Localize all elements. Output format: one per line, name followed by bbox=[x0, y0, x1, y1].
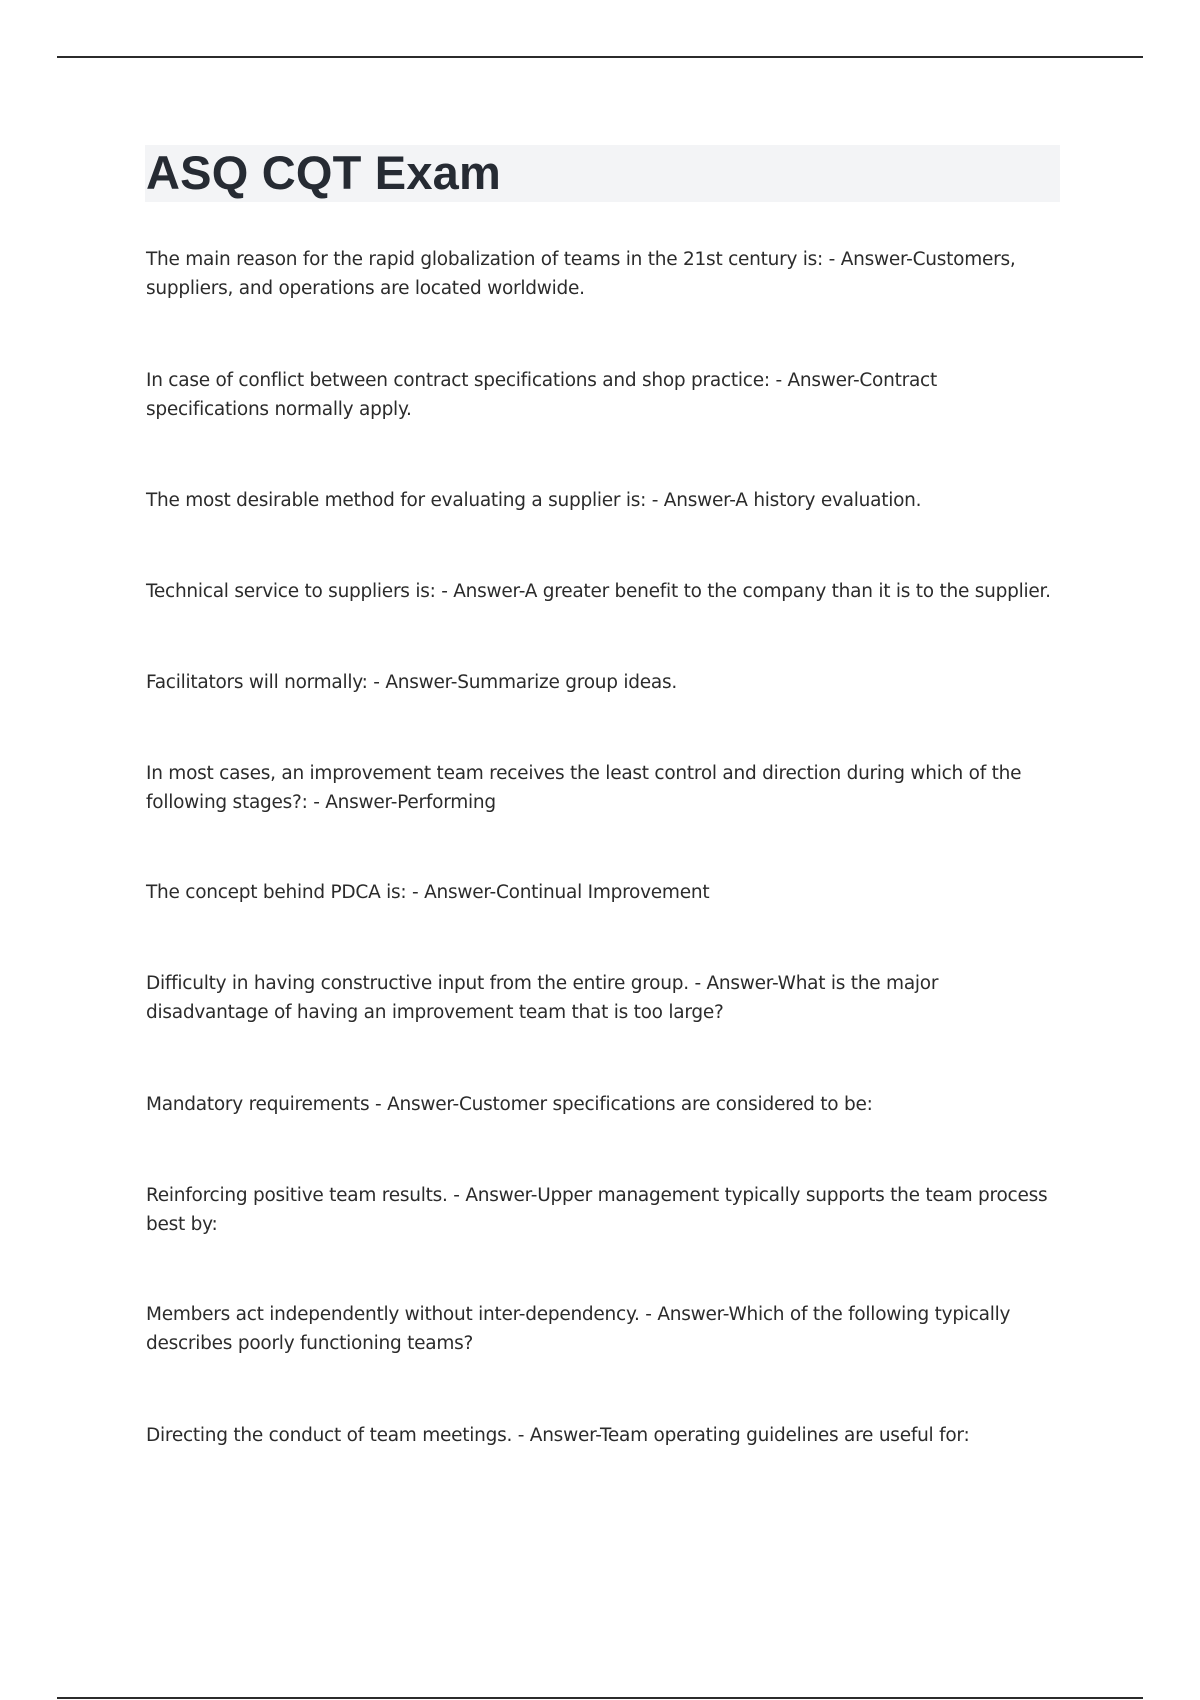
qa-item-12: Directing the conduct of team meetings. - Answer-Team operating guidelines are useful for: bbox=[146, 1425, 970, 1446]
qa-item-9: Mandatory requirements - Answer-Customer specifications are considered to be: bbox=[146, 1094, 873, 1115]
qa-item-2: In case of conflict between contract specifications and shop practice: - Answer-Contract specifications normally apply. bbox=[146, 370, 937, 420]
top-rule bbox=[57, 56, 1143, 58]
qa-item-10: Reinforcing positive team results. - Answer-Upper management typically supports the team process best by: bbox=[146, 1185, 1048, 1235]
qa-item-8: Difficulty in having constructive input from the entire group. - Answer-What is the major disadvantage of having an improvement team that is too large? bbox=[146, 973, 939, 1023]
qa-item-7: The concept behind PDCA is: - Answer-Continual Improvement bbox=[146, 882, 710, 903]
qa-item-1: The main reason for the rapid globalization of teams in the 21st century is: - Answer-Customers, suppliers, and operations are located worldwide. bbox=[146, 249, 1016, 299]
qa-item-5: Facilitators will normally: - Answer-Summarize group ideas. bbox=[146, 672, 677, 693]
bottom-rule bbox=[57, 1697, 1143, 1699]
qa-item-4: Technical service to suppliers is: - Answer-A greater benefit to the company than it is to the supplier. bbox=[146, 581, 1051, 602]
qa-item-6: In most cases, an improvement team receives the least control and direction during which of the following stages?: - Answer-Performing bbox=[146, 763, 1022, 813]
qa-item-3: The most desirable method for evaluating a supplier is: - Answer-A history evaluation. bbox=[146, 490, 922, 511]
page-title: ASQ CQT Exam bbox=[146, 146, 501, 199]
qa-item-11: Members act independently without inter-dependency. - Answer-Which of the following typically describes poorly functioning teams? bbox=[146, 1304, 1011, 1354]
